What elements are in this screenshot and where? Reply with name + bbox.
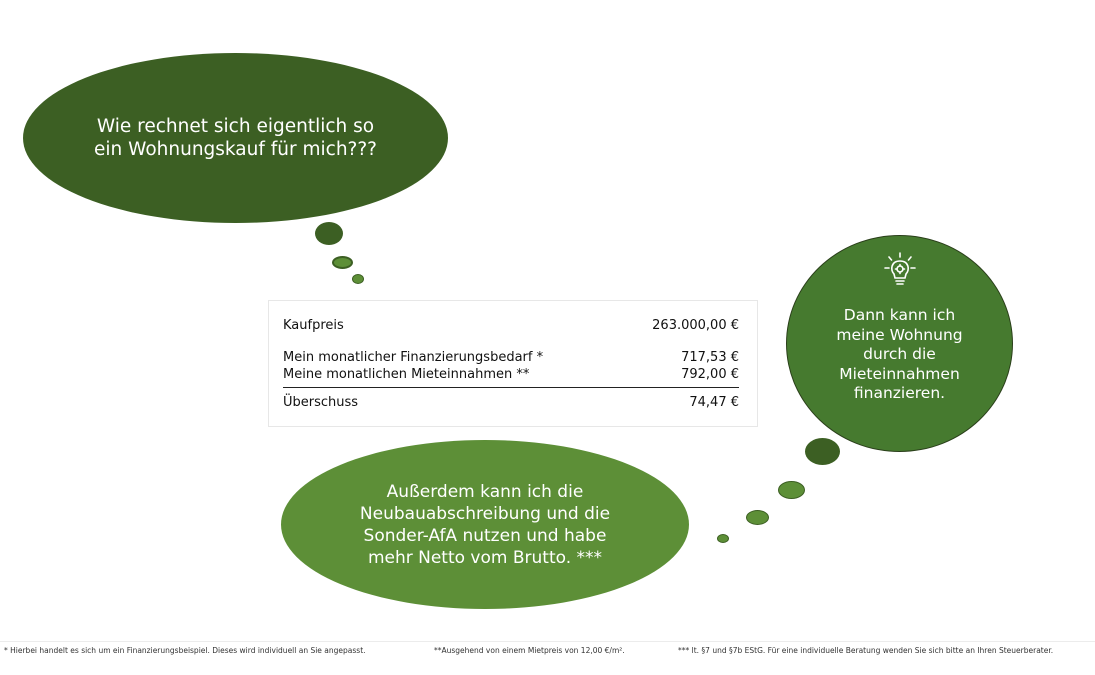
footnote-tax-law: *** lt. §7 und §7b EStG. Für eine individuelle Beratung wenden Sie sich bitte an Ihren Steuerberater. [678,646,1054,655]
thought-dot-tiny [717,534,729,543]
calc-row-value: 263.000,00 € [652,318,739,333]
footnotes-bar [0,641,1095,658]
thought-dot-small [352,274,364,284]
calc-divider [283,387,739,388]
thought-dot-small [746,510,769,525]
thought-dot-medium [332,256,353,269]
calc-row-value: 74,47 € [689,395,739,410]
calc-row-financing-need [283,350,739,366]
lightbulb-gear-icon [880,250,920,290]
calc-row-label: Überschuss [283,395,359,410]
calc-row-surplus [283,395,739,411]
calc-row-value: 717,53 € [681,350,739,365]
calculation-table [268,300,758,427]
calc-row-value: 792,00 € [681,367,739,382]
calc-row-purchase-price [283,318,739,334]
question-bubble-text: Wie rechnet sich eigentlich so ein Wohnungskauf für mich??? [93,116,378,160]
calc-row-label: Mein monatlicher Finanzierungsbedarf * [283,350,544,365]
thought-dot-large [315,222,343,245]
footnote-rent-price: **Ausgehend von einem Mietpreis von 12,00 €/m². [434,646,625,655]
calc-row-label: Kaufpreis [283,318,344,333]
calc-row-label: Meine monatlichen Mieteinnahmen ** [283,367,530,382]
calc-row-rental-income [283,367,739,383]
financing-bubble-text: Dann kann ich meine Wohnung durch die Mieteinnahmen finanzieren. [836,306,963,403]
footnote-financing-example: * Hierbei handelt es sich um ein Finanzierungsbeispiel. Dieses wird individuell an Sie angepasst. [4,646,366,655]
thought-dot-large [805,438,840,465]
tax-benefit-bubble-text: Außerdem kann ich die Neubauabschreibung und die Sonder-AfA nutzen und habe mehr Netto vom Brutto. *** [359,481,611,568]
thought-dot-medium [778,481,805,499]
